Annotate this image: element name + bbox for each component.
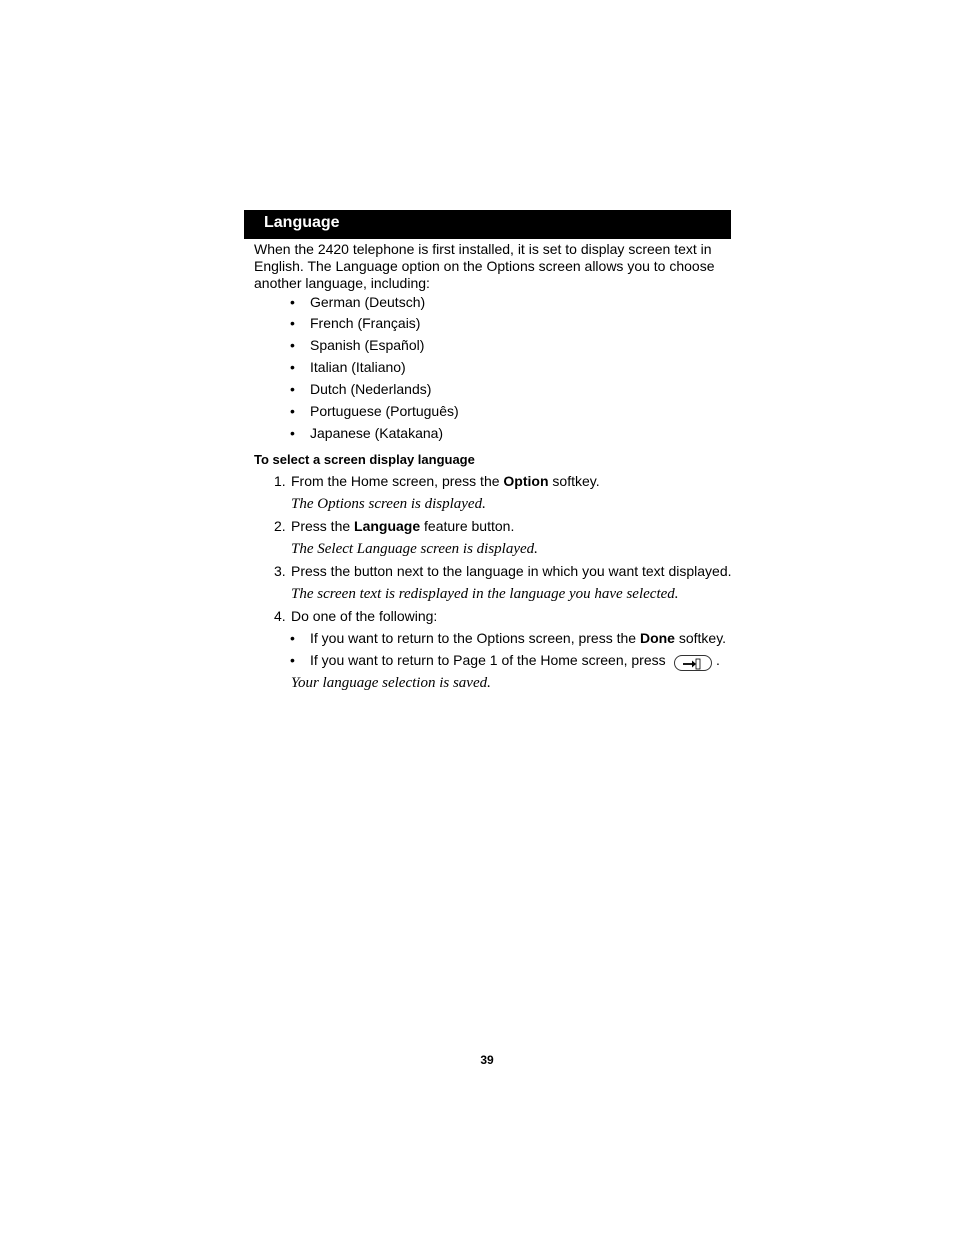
home-key-icon xyxy=(674,655,712,671)
step-1-result: The Options screen is displayed. xyxy=(291,496,486,512)
home-arrow-icon xyxy=(675,656,713,672)
done-softkey-label: Done xyxy=(639,630,675,646)
section-header xyxy=(244,210,731,239)
procedure-heading: To select a screen display language xyxy=(254,452,475,467)
language-button-label: Language xyxy=(354,518,421,534)
final-result: Your language selection is saved. xyxy=(291,675,491,691)
section-title: Language xyxy=(264,214,340,231)
intro-paragraph: When the 2420 telephone is first installed, it is set to display screen text in English. The Language option on the Options screen allows you to choose another language, including: xyxy=(254,241,715,291)
step-2-result: The Select Language screen is displayed. xyxy=(291,541,538,557)
step-3-result: The screen text is redisplayed in the language you have selected. xyxy=(291,586,679,602)
page-number: 39 xyxy=(480,1053,494,1067)
sentence-period: . xyxy=(716,652,720,668)
option-softkey-label: Option xyxy=(503,473,549,489)
